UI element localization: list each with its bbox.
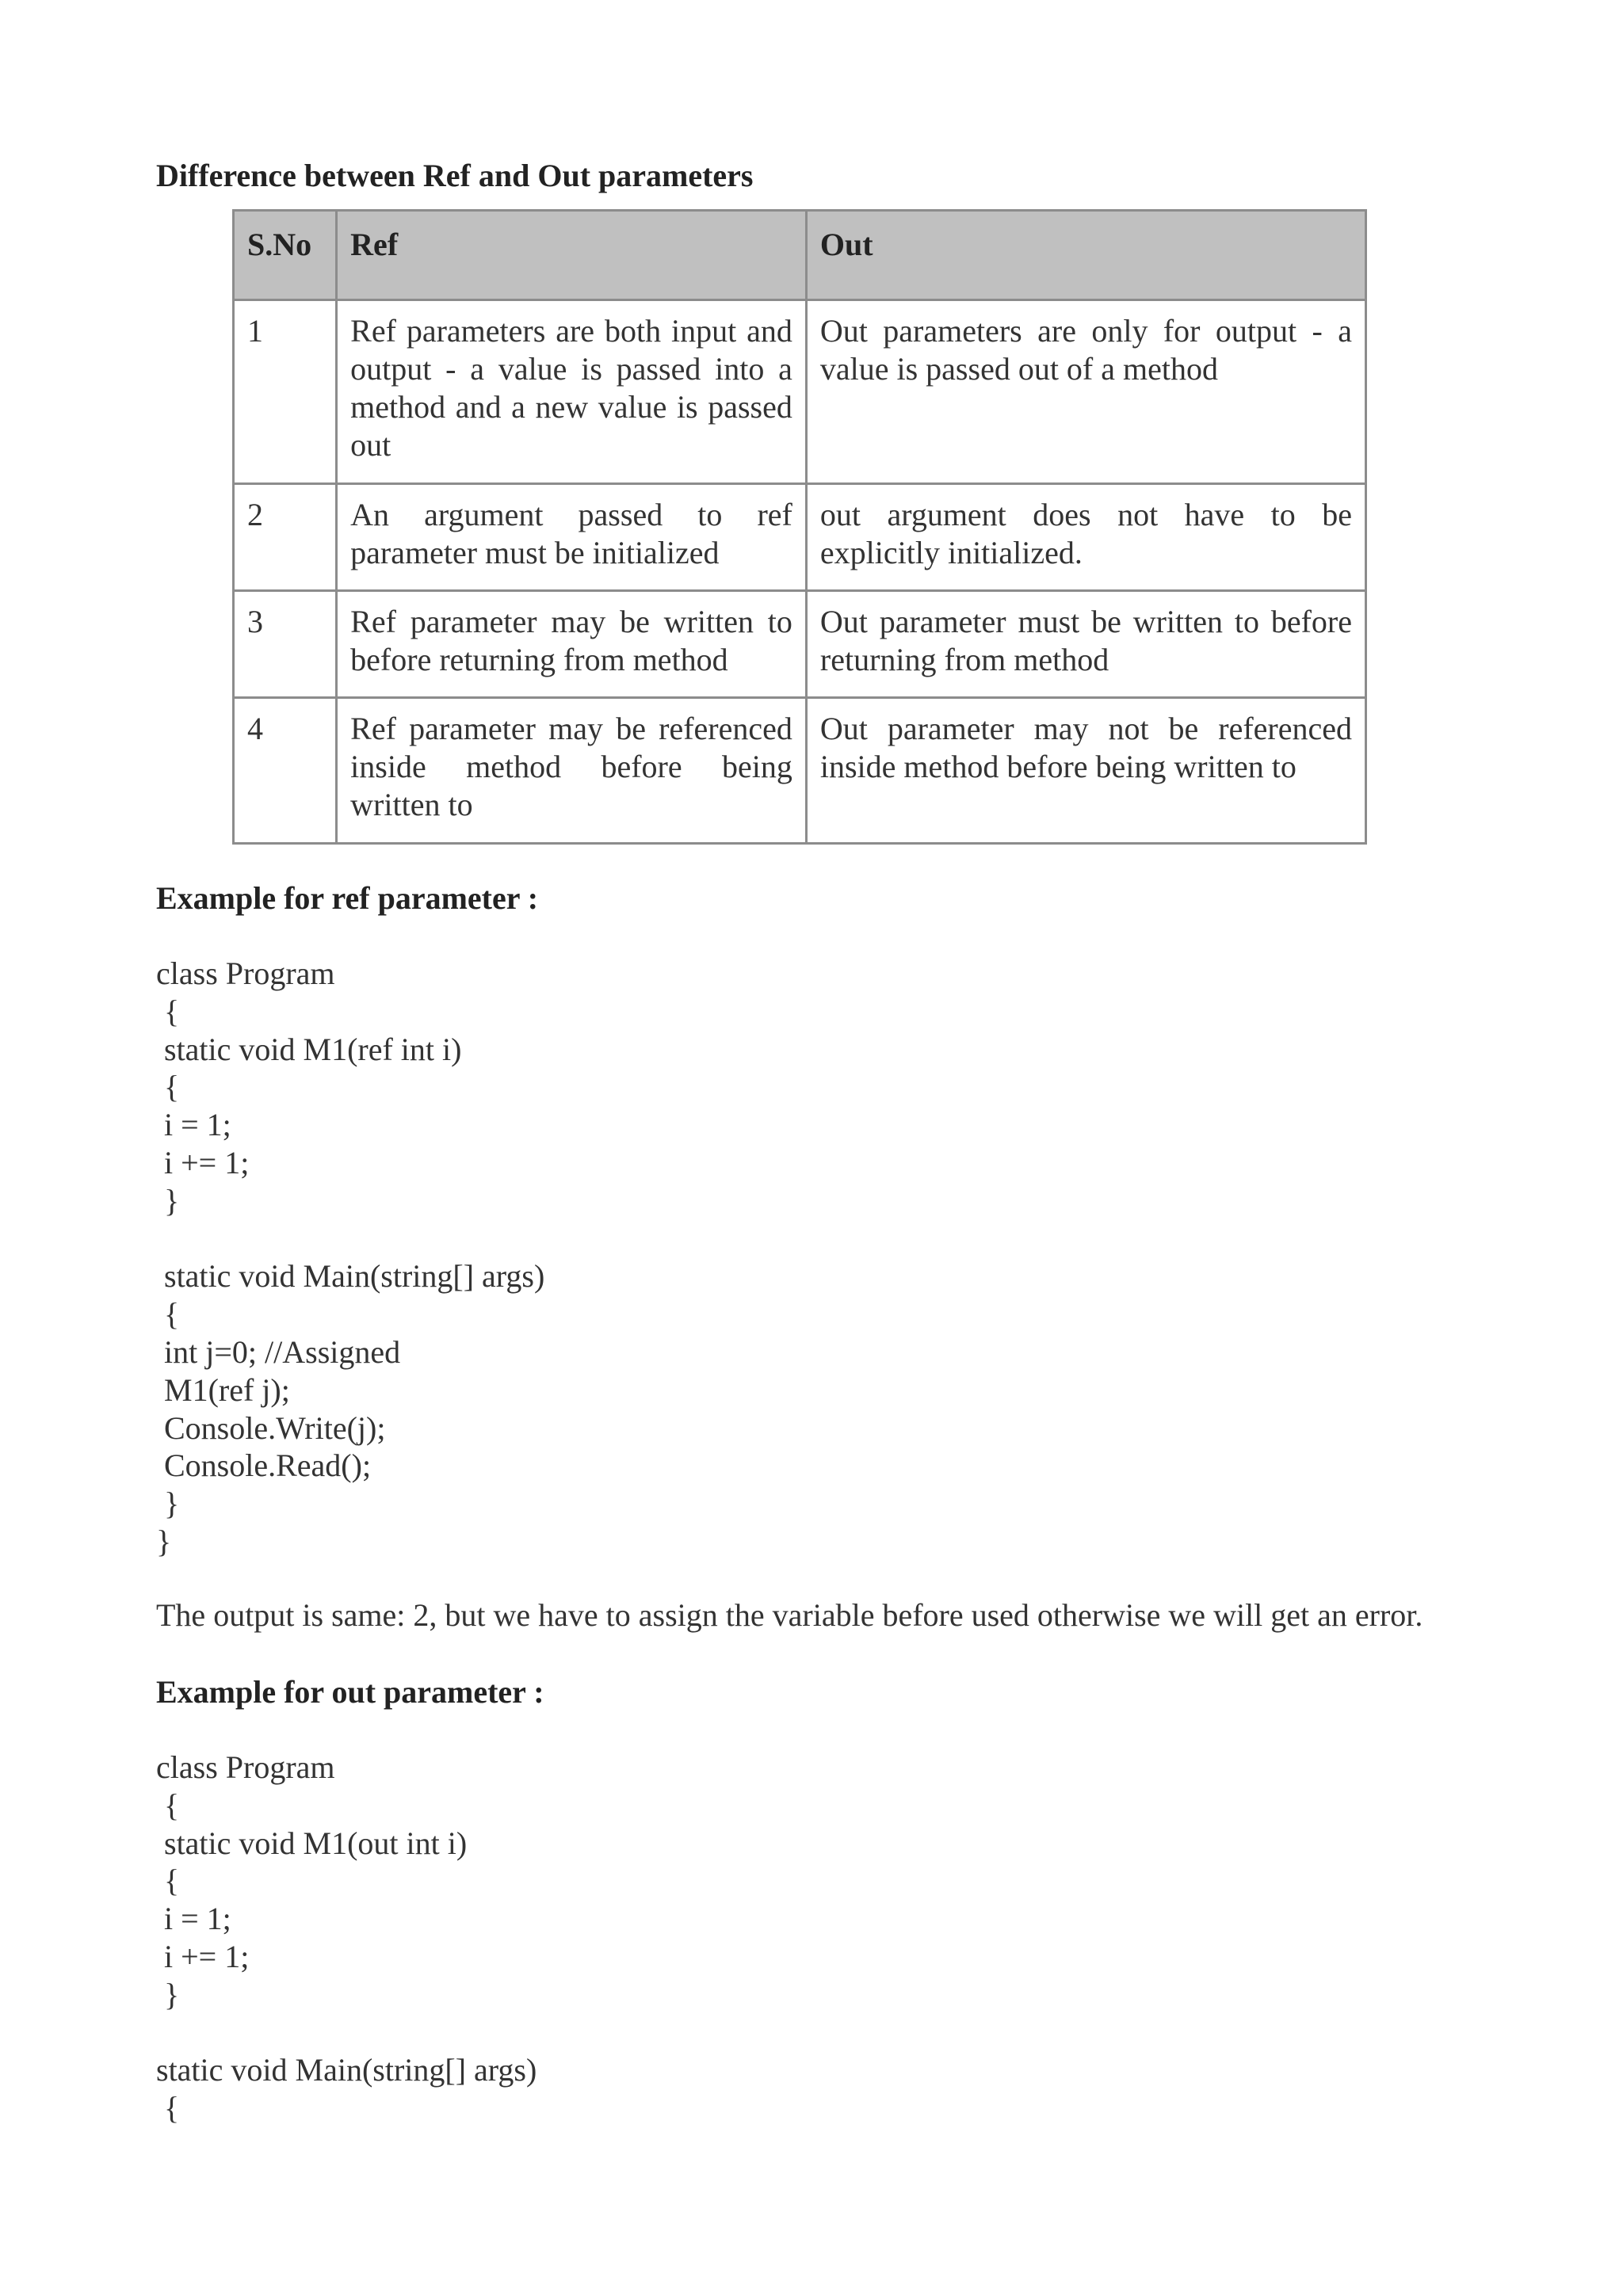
table-row bbox=[234, 698, 1366, 844]
header-sno: S.No bbox=[234, 211, 337, 300]
table-header-row bbox=[234, 211, 1366, 300]
cell-sno: 2 bbox=[234, 484, 337, 591]
table-row bbox=[234, 300, 1366, 484]
table-row bbox=[234, 591, 1366, 698]
header-ref: Ref bbox=[337, 211, 807, 300]
output-note: The output is same: 2, but we have to assign the variable before used otherwise we will get an error. bbox=[156, 1597, 1423, 1633]
out-example-code: class Program { static void M1(out int i) { i = 1; i += 1; } static void Main(string[] args) { bbox=[156, 1749, 537, 2126]
table-row bbox=[234, 484, 1366, 591]
ref-example-heading: Example for ref parameter : bbox=[156, 880, 539, 916]
out-example-heading: Example for out parameter : bbox=[156, 1674, 544, 1710]
ref-example-code: class Program { static void M1(ref int i) { i = 1; i += 1; } static void Main(string[] args) { int j=0; //Assigned M1(ref j); Console.Write(j); Console.Read(); } } bbox=[156, 955, 545, 1559]
cell-out: out argument does not have to be explicitly initialized. bbox=[806, 484, 1365, 591]
cell-sno: 4 bbox=[234, 698, 337, 844]
page-title: Difference between Ref and Out parameters bbox=[156, 158, 754, 193]
cell-out: Out parameter may not be referenced inside method before being written to bbox=[806, 698, 1365, 844]
cell-ref: Ref parameter may be referenced inside method before being written to bbox=[337, 698, 807, 844]
cell-ref: Ref parameter may be written to before returning from method bbox=[337, 591, 807, 698]
cell-sno: 1 bbox=[234, 300, 337, 484]
cell-ref: An argument passed to ref parameter must be initialized bbox=[337, 484, 807, 591]
cell-ref: Ref parameters are both input and output - a value is passed into a method and a new value is passed out bbox=[337, 300, 807, 484]
cell-out: Out parameters are only for output - a value is passed out of a method bbox=[806, 300, 1365, 484]
header-out: Out bbox=[806, 211, 1365, 300]
comparison-table bbox=[232, 209, 1367, 845]
cell-sno: 3 bbox=[234, 591, 337, 698]
cell-out: Out parameter must be written to before returning from method bbox=[806, 591, 1365, 698]
